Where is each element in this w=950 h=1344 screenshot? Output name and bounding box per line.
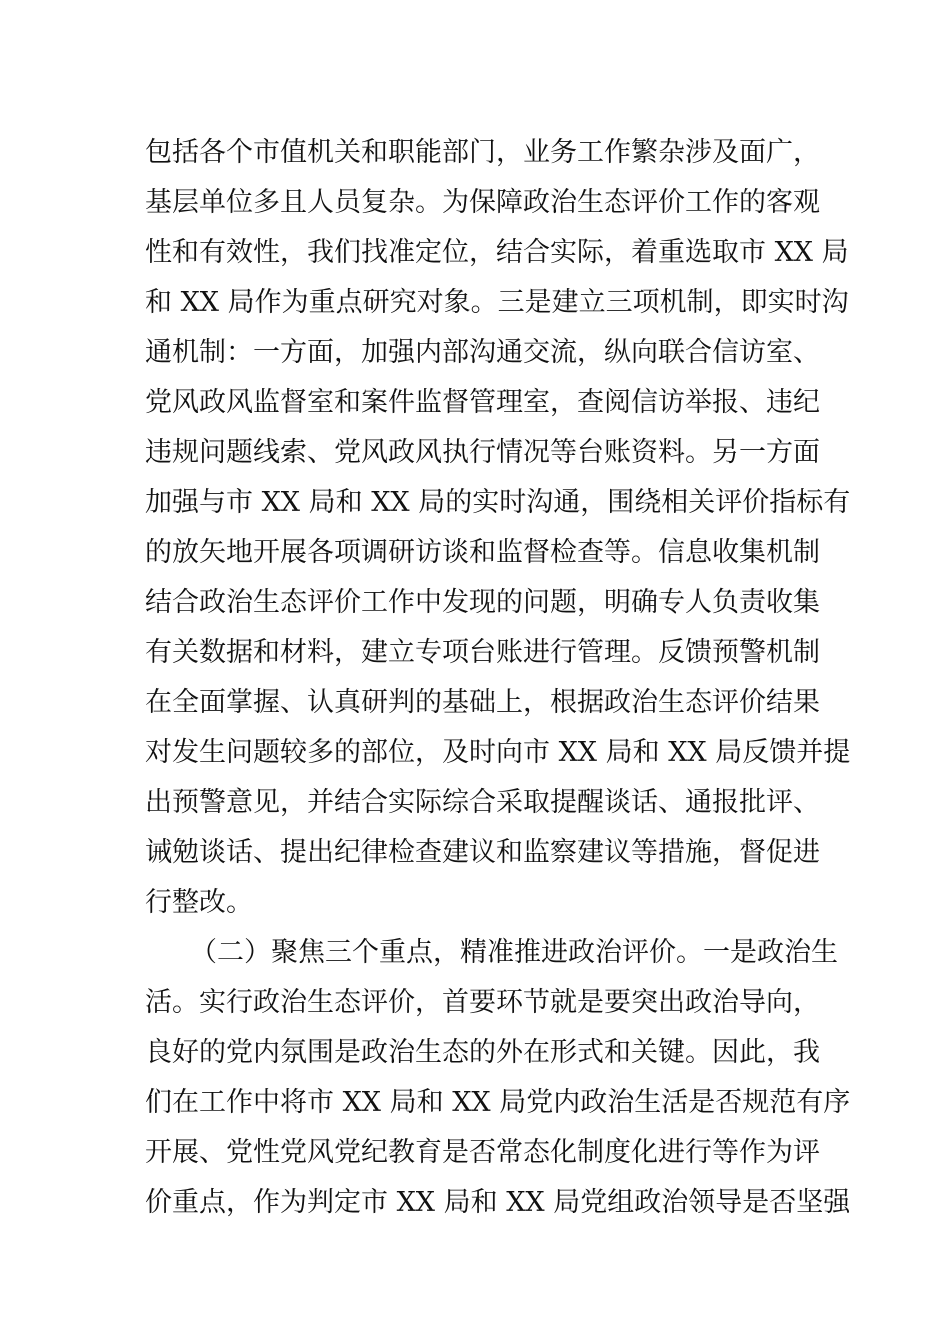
text-line: 价重点，作为判定市 XX 局和 XX 局党组政治领导是否坚强 (145, 1187, 851, 1218)
text-line: 对发生问题较多的部位，及时向市 XX 局和 XX 局反馈并提 (145, 737, 851, 768)
paragraph-start-line: （二）聚焦三个重点，精准推进政治评价。一是政治生 (190, 937, 838, 968)
text-line: 开展、党性党风党纪教育是否常态化制度化进行等作为评 (145, 1137, 820, 1168)
text-line: 出预警意见，并结合实际综合采取提醒谈话、通报批评、 (145, 787, 820, 818)
text-line: 和 XX 局作为重点研究对象。三是建立三项机制，即实时沟 (145, 287, 849, 318)
text-line: 党风政风监督室和案件监督管理室，查阅信访举报、违纪 (145, 387, 820, 418)
text-line: 在全面掌握、认真研判的基础上，根据政治生态评价结果 (145, 687, 820, 718)
text-line: 违规问题线索、党风政风执行情况等台账资料。另一方面 (145, 437, 820, 468)
text-line: 性和有效性，我们找准定位，结合实际，着重选取市 XX 局 (145, 237, 849, 268)
text-line: 结合政治生态评价工作中发现的问题，明确专人负责收集 (145, 587, 820, 618)
text-line: 行整改。 (145, 887, 253, 918)
text-line: 通机制：一方面，加强内部沟通交流，纵向联合信访室、 (145, 337, 820, 368)
text-line: 们在工作中将市 XX 局和 XX 局党内政治生活是否规范有序 (145, 1087, 851, 1118)
text-line: 基层单位多且人员复杂。为保障政治生态评价工作的客观 (145, 187, 820, 218)
text-line: 的放矢地开展各项调研访谈和监督检查等。信息收集机制 (145, 537, 820, 568)
text-line: 加强与市 XX 局和 XX 局的实时沟通，围绕相关评价指标有 (145, 487, 851, 518)
text-line: 良好的党内氛围是政治生态的外在形式和关键。因此，我 (145, 1037, 820, 1068)
text-line: 包括各个市值机关和职能部门，业务工作繁杂涉及面广， (145, 137, 820, 168)
text-line: 活。实行政治生态评价，首要环节就是要突出政治导向， (145, 987, 820, 1018)
text-line: 诫勉谈话、提出纪律检查建议和监察建议等措施，督促进 (145, 837, 820, 868)
text-line: 有关数据和材料，建立专项台账进行管理。反馈预警机制 (145, 637, 820, 668)
